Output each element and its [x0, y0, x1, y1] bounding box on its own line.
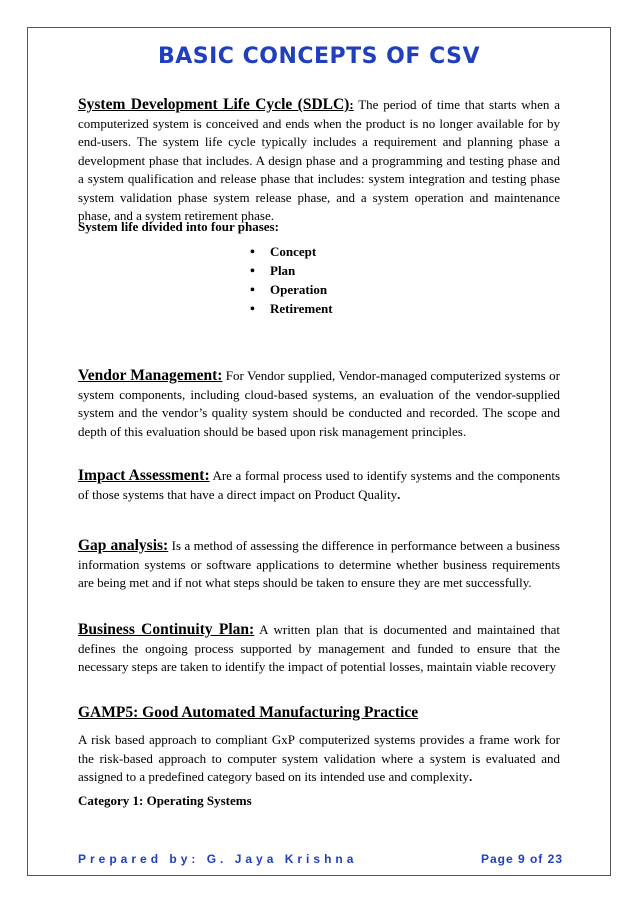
gamp-paragraph — [78, 731, 560, 787]
gamp-text: A risk based approach to compliant GxP computerized systems provides a frame work for the risk-based approach to computer system validation where a system is evaluated and assigned to a predefined category based on its intended use and complexity — [78, 732, 560, 784]
vendor-paragraph — [78, 367, 560, 441]
footer-page-number — [481, 852, 563, 866]
bcp-text: A written plan that is documented and maintained that defines the ongoing process supported by management and funded to ensure that the necessary steps are taken to identify the impact of potential losses, maintain viable recovery — [78, 622, 560, 674]
sdlc-text: The period of time that starts when a computerized system is conceived and ends when the product is no longer available for by end-users. The system life cycle typically includes a requirement and planning phase a development phase that includes. A design phase and a programming and testing phase and a system qualification and release phase that includes: system integration and testing phase system validation phase system release phase, and a system operation and maintenance phase, and a system retirement phase. — [78, 97, 560, 223]
sdlc-colon: : — [349, 97, 354, 112]
sdlc-section — [78, 96, 560, 226]
vendor-term: Vendor Management: — [78, 367, 223, 384]
page-label: Page — [480, 852, 518, 866]
gap-paragraph — [78, 537, 560, 593]
phase-item: • Concept — [250, 243, 333, 262]
phases-heading: System life divided into four phases: — [78, 219, 279, 234]
phase-item: • Operation — [250, 281, 333, 300]
gap-section — [78, 537, 560, 593]
impact-section — [78, 467, 560, 504]
gamp-section — [78, 731, 560, 787]
vendor-text: For Vendor supplied, Vendor-managed computerized systems or system components, including cloud-based systems, an evaluation of the vendor-supplied system and the vendor’s quality system should be conducted and recorded. The scope and depth of this evaluation should be based upon risk management principles. — [78, 368, 560, 439]
footer-prepared-by: Prepared by: G. Jaya Krishna — [78, 852, 358, 866]
phases-list — [250, 243, 333, 319]
gap-term: Gap analysis: — [78, 537, 169, 554]
page-num: 9 — [517, 852, 526, 866]
phases-heading-wrap — [78, 219, 560, 235]
gamp-heading: GAMP5: Good Automated Manufacturing Practice — [78, 704, 419, 721]
gap-text: Is a method of assessing the difference in performance between a business information systems or software applications to determine whether business requirements are being met and if not what steps should be taken to ensure they are met successfully. — [78, 538, 560, 590]
gamp-end: . — [468, 769, 473, 784]
sdlc-term: System Development Life Cycle (SDLC) — [78, 96, 350, 113]
impact-term: Impact Assessment: — [78, 467, 210, 484]
bcp-section — [78, 621, 560, 677]
vendor-section — [78, 367, 560, 441]
category1-heading: Category 1: Operating Systems — [78, 793, 252, 808]
impact-paragraph — [78, 467, 560, 504]
phase-item: • Plan — [250, 262, 333, 281]
bcp-term: Business Continuity Plan: — [78, 621, 255, 638]
impact-text: Are a formal process used to identify systems and the components of those systems that have a direct impact on Product Quality — [78, 468, 560, 502]
page-total: 23 — [547, 852, 563, 866]
impact-end: . — [397, 486, 401, 502]
page-title: BASIC CONCEPTS OF CSV — [157, 44, 480, 69]
gamp-heading-wrap — [78, 704, 560, 722]
bcp-paragraph — [78, 621, 560, 677]
of-label: of — [525, 852, 548, 866]
phase-item: • Retirement — [250, 300, 333, 319]
category1-wrap — [78, 793, 560, 809]
sdlc-paragraph — [78, 96, 560, 226]
